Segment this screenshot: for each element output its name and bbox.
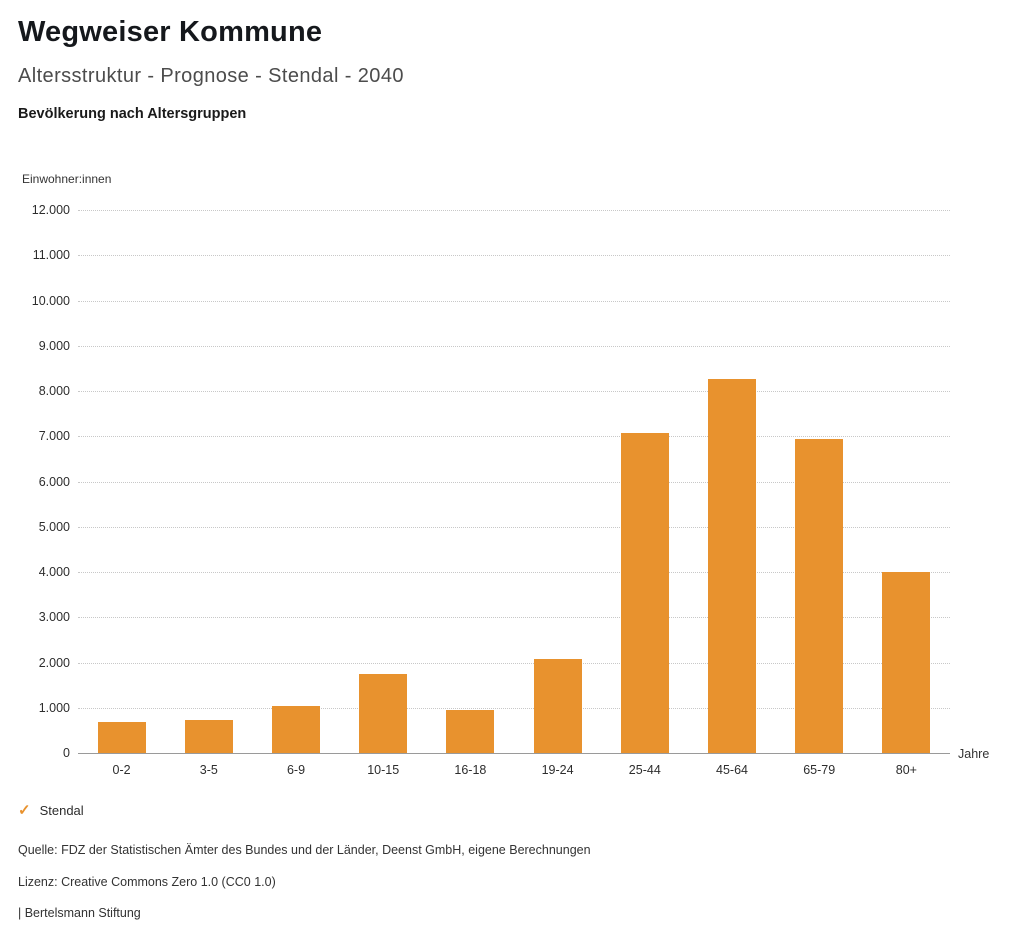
bar-slot [601,210,688,753]
gridline [78,753,950,754]
bar-slot [252,210,339,753]
y-tick-label: 6.000 [38,474,70,489]
y-tick-label: 0 [63,746,70,760]
bar[interactable] [272,706,320,754]
bar-slot [863,210,950,753]
y-tick-label: 9.000 [38,338,70,353]
page-title: Wegweiser Kommune [18,16,323,48]
footer-source: Quelle: FDZ der Statistischen Ämter des Bundes und der Länder, Deenst GmbH, eigene Berechnungen [18,843,591,857]
y-tick-label: 8.000 [38,384,70,398]
y-tick-label: 2.000 [38,655,70,670]
footer-license: Lizenz: Creative Commons Zero 1.0 (CC0 1.0) [18,874,276,889]
y-tick-label: 7.000 [38,429,70,444]
bar-slot [514,210,601,753]
y-tick-label: 1.000 [38,700,70,715]
x-tick-label: 65-79 [803,763,836,777]
y-axis-title: Einwohner:innen [22,172,112,186]
y-tick-label: 12.000 [31,203,70,217]
bar[interactable] [98,722,146,753]
footer-publisher: | Bertelsmann Stiftung [18,906,141,920]
y-tick-label: 4.000 [38,565,70,579]
x-tick-label: 80+ [895,763,917,777]
chart-area [0,200,1024,777]
bar-slot [78,210,165,753]
bar[interactable] [882,572,930,753]
y-axis-tick-labels [0,203,70,760]
x-tick-label: 16-18 [454,763,487,777]
page-subtitle: Altersstruktur - Prognose - Stendal - 2040 [18,65,404,87]
x-tick-label: 19-24 [541,763,574,777]
bar[interactable] [621,433,669,753]
x-axis-tick-labels [78,763,950,785]
x-tick-label: 3-5 [199,763,218,777]
x-tick-label: 0-2 [112,763,131,777]
bar-slot [688,210,775,753]
y-tick-label: 5.000 [38,519,70,534]
x-tick-label: 25-44 [628,763,661,777]
bar-slot [427,210,514,753]
y-tick-label: 11.000 [32,248,70,263]
bar[interactable] [359,674,407,753]
x-tick-label: 6-9 [286,763,306,777]
bar[interactable] [534,659,582,753]
chart-title: Bevölkerung nach Altersgruppen [18,106,247,122]
legend-item-label: Stendal [39,803,84,818]
bar-slot [165,210,252,753]
x-tick-label: 45-64 [716,763,748,777]
bar[interactable] [708,379,756,753]
y-tick-label: 3.000 [38,610,70,625]
bar[interactable] [185,720,233,753]
bar[interactable] [446,710,494,753]
bar-slot [776,210,863,753]
check-icon: ✓ [18,802,31,819]
bar-slot [340,210,427,753]
x-axis-title: Jahre [958,747,990,761]
footer [18,843,998,938]
bar-series [78,210,950,753]
x-tick-label: 10-15 [367,763,400,777]
y-tick-label: 10.000 [31,293,70,308]
bar[interactable] [795,439,843,753]
legend[interactable] [18,803,84,818]
